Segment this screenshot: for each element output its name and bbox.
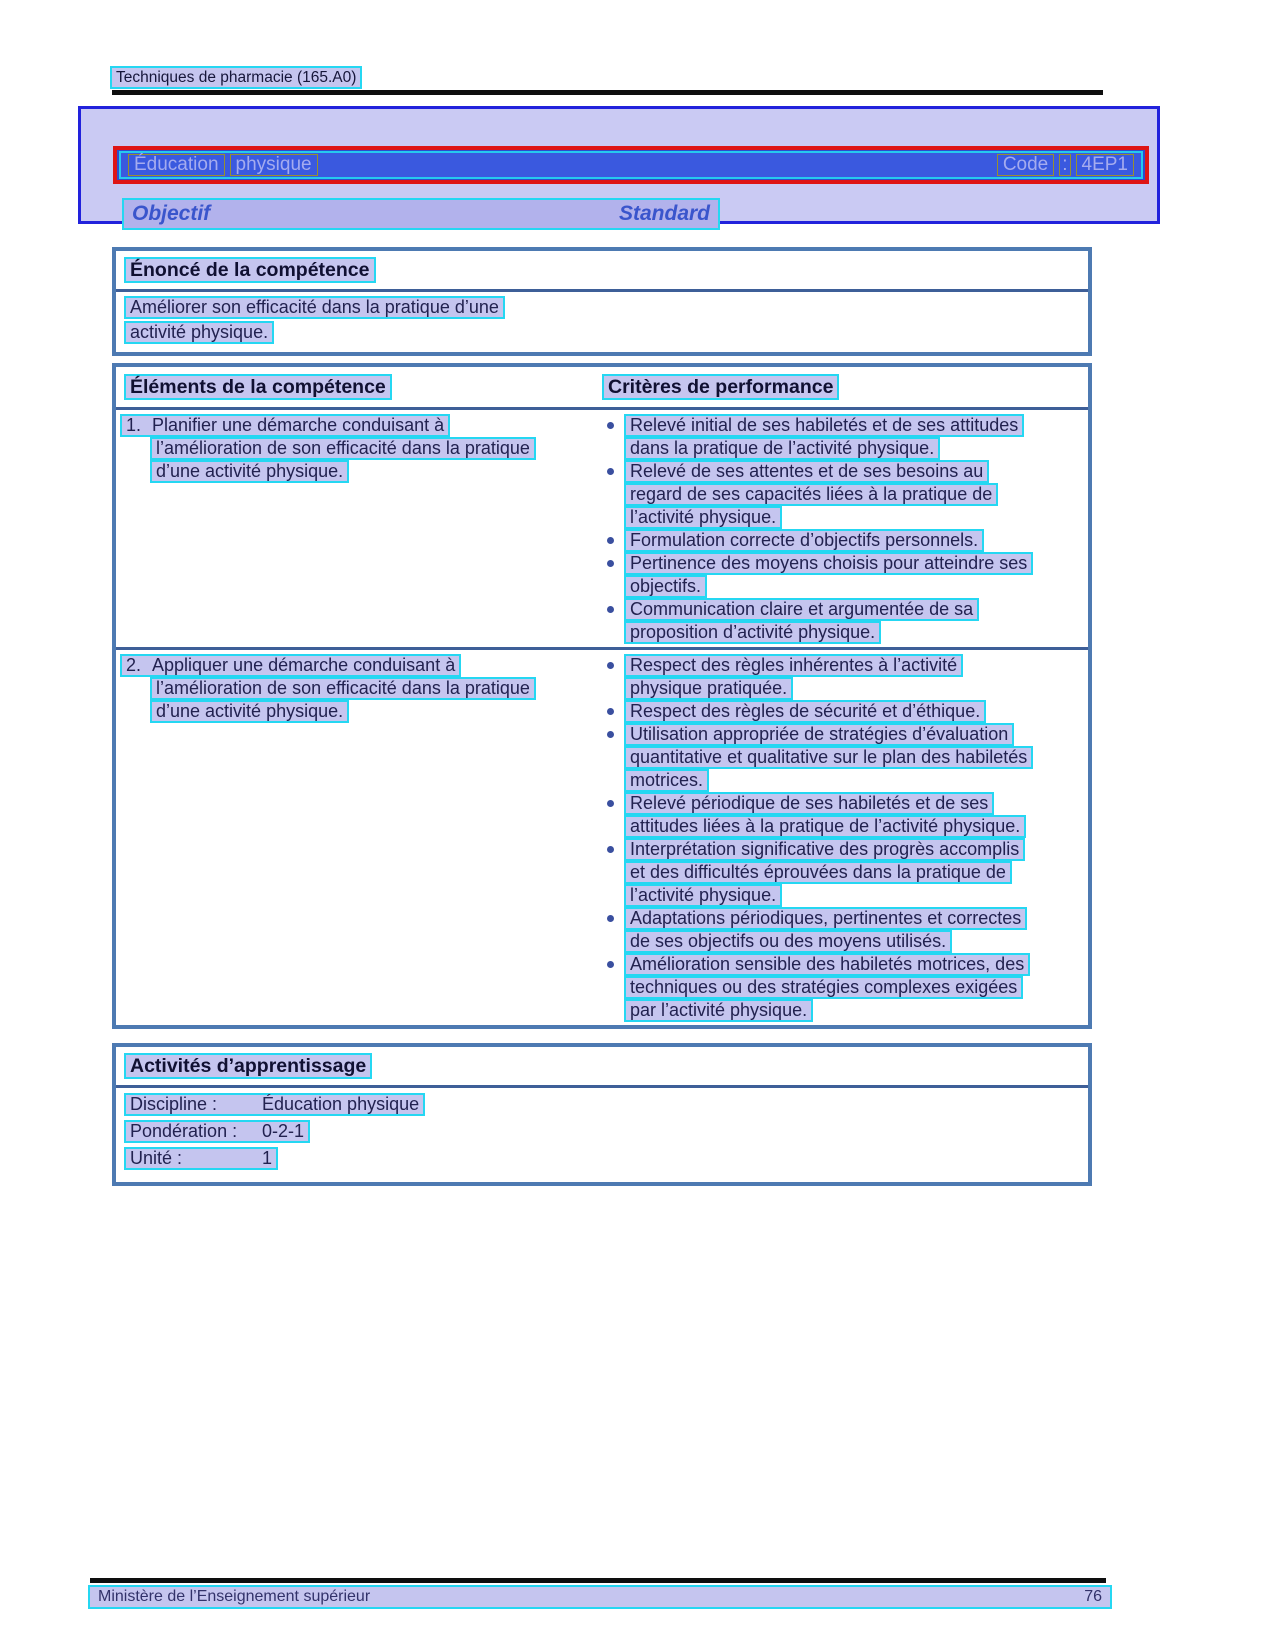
- document-header-text: Techniques de pharmacie (165.A0): [110, 66, 362, 89]
- element-number: 2.: [126, 655, 142, 675]
- activity-line: [124, 1120, 310, 1143]
- table-header-right: Critères de performance: [602, 374, 839, 400]
- footer: [88, 1585, 1112, 1609]
- objectif-label: Objectif: [132, 202, 211, 225]
- activity-label: Pondération :: [130, 1121, 238, 1141]
- criterion-item: [598, 792, 1082, 838]
- criterion-item: [598, 700, 1082, 723]
- activity-row: [124, 1093, 1080, 1120]
- criterion-line: Formulation correcte d’objectifs personnels.: [624, 529, 984, 552]
- element-first-line: [120, 654, 461, 677]
- criterion-line: l’activité physique.: [624, 884, 782, 907]
- course-title-line-highlight: [119, 151, 1143, 179]
- activity-line: [124, 1147, 278, 1170]
- criterion-item: [598, 598, 1082, 644]
- criterion-line: techniques ou des stratégies complexes exigées: [624, 976, 1023, 999]
- criterion-line: regard de ses capacités liées à la pratique de: [624, 483, 998, 506]
- enonce-title: Énoncé de la compétence: [124, 257, 376, 283]
- criterion-line: Relevé initial de ses habiletés et de ses attitudes: [624, 414, 1024, 437]
- criterion-item: [598, 838, 1082, 907]
- bullet-icon: [607, 606, 614, 613]
- element-item: [116, 413, 594, 644]
- objectif-standard-row: [122, 198, 720, 230]
- criterion-line: Amélioration sensible des habiletés motrices, des: [624, 953, 1030, 976]
- criterion-line: Communication claire et argumentée de sa: [624, 598, 979, 621]
- criterion-line: Relevé périodique de ses habiletés et de ses: [624, 792, 994, 815]
- enonce-header: [116, 251, 1088, 292]
- activity-value: 1: [262, 1148, 273, 1168]
- criterion-line: Respect des règles de sécurité et d’éthique.: [624, 700, 986, 723]
- element-line: Planifier une démarche conduisant à: [152, 415, 445, 435]
- course-title-word: Éducation: [128, 154, 225, 176]
- bullet-icon: [607, 846, 614, 853]
- bullet-icon: [607, 468, 614, 475]
- course-code-word: Code: [997, 154, 1054, 176]
- document-header: [110, 66, 362, 89]
- table-header-row: [116, 367, 1088, 410]
- criterion-line: physique pratiquée.: [624, 677, 793, 700]
- criterion-line: objectifs.: [624, 575, 707, 598]
- criterion-line: et des difficultés éprouvées dans la pratique de: [624, 861, 1012, 884]
- criterion-line: par l’activité physique.: [624, 999, 813, 1022]
- criterion-line: motrices.: [624, 769, 709, 792]
- header-rule: [112, 90, 1103, 95]
- footer-rule: [90, 1578, 1106, 1583]
- table-row: [116, 647, 1088, 1025]
- enonce-line: Améliorer son efficacité dans la pratique d’une: [124, 296, 505, 319]
- criterion-item: [598, 723, 1082, 792]
- course-code-word: :: [1059, 154, 1070, 176]
- bullet-icon: [607, 662, 614, 669]
- activity-label: Discipline :: [130, 1094, 218, 1114]
- activities-title: Activités d’apprentissage: [124, 1053, 372, 1079]
- criterion-line: Utilisation appropriée de stratégies d’évaluation: [624, 723, 1014, 746]
- bullet-icon: [607, 731, 614, 738]
- criterion-line: Adaptations périodiques, pertinentes et correctes: [624, 907, 1027, 930]
- criterion-item: [598, 552, 1082, 598]
- course-title: [128, 154, 318, 176]
- activity-row: [124, 1120, 1080, 1147]
- criterion-line: proposition d’activité physique.: [624, 621, 881, 644]
- criteria-cell: [594, 653, 1088, 1022]
- activities-box: [112, 1043, 1092, 1186]
- bullet-icon: [607, 560, 614, 567]
- element-line: l’amélioration de son efficacité dans la pratique: [150, 437, 536, 460]
- criterion-item: [598, 460, 1082, 529]
- footer-text: Ministère de l’Enseignement supérieur: [98, 1588, 371, 1605]
- page-number: 76: [1084, 1588, 1102, 1605]
- course-code: [997, 154, 1134, 176]
- element-item: [116, 653, 594, 1022]
- criterion-line: attitudes liées à la pratique de l’activité physique.: [624, 815, 1026, 838]
- course-code-word: 4EP1: [1076, 154, 1134, 176]
- criterion-line: dans la pratique de l’activité physique.: [624, 437, 940, 460]
- activity-label: Unité :: [130, 1148, 183, 1168]
- bullet-icon: [607, 961, 614, 968]
- criterion-line: Respect des règles inhérentes à l’activité: [624, 654, 963, 677]
- criterion-line: l’activité physique.: [624, 506, 782, 529]
- competency-table: [112, 363, 1092, 1029]
- bullet-icon: [607, 422, 614, 429]
- criterion-item: [598, 414, 1082, 460]
- criterion-line: Pertinence des moyens choisis pour atteindre ses: [624, 552, 1033, 575]
- bullet-icon: [607, 708, 614, 715]
- course-title-bar: [113, 146, 1149, 184]
- criterion-line: de ses objectifs ou des moyens utilisés.: [624, 930, 952, 953]
- criterion-line: Interprétation significative des progrès accomplis: [624, 838, 1025, 861]
- enonce-line: activité physique.: [124, 321, 274, 344]
- course-title-word: physique: [230, 154, 318, 176]
- activity-row: [124, 1147, 1080, 1174]
- standard-label: Standard: [618, 202, 710, 225]
- criterion-item: [598, 907, 1082, 953]
- criterion-line: quantitative et qualitative sur le plan des habiletés: [624, 746, 1033, 769]
- activities-body: [116, 1088, 1088, 1182]
- criteria-cell: [594, 413, 1088, 644]
- bullet-icon: [607, 915, 614, 922]
- activity-value: 0-2-1: [262, 1121, 305, 1141]
- criterion-item: [598, 953, 1082, 1022]
- element-number: 1.: [126, 415, 142, 435]
- table-header-left: Éléments de la compétence: [124, 374, 392, 400]
- element-line: d’une activité physique.: [150, 700, 349, 723]
- activities-header: [116, 1047, 1088, 1088]
- element-line: l’amélioration de son efficacité dans la pratique: [150, 677, 536, 700]
- enonce-box: [112, 247, 1092, 356]
- bullet-icon: [607, 537, 614, 544]
- activity-value: Éducation physique: [262, 1094, 420, 1114]
- element-first-line: [120, 414, 450, 437]
- table-row: [116, 410, 1088, 647]
- criterion-item: [598, 529, 1082, 552]
- element-line: d’une activité physique.: [150, 460, 349, 483]
- bullet-icon: [607, 800, 614, 807]
- activity-line: [124, 1093, 425, 1116]
- element-line: Appliquer une démarche conduisant à: [152, 655, 456, 675]
- criterion-item: [598, 654, 1082, 700]
- criterion-line: Relevé de ses attentes et de ses besoins au: [624, 460, 989, 483]
- enonce-body: [116, 292, 1088, 352]
